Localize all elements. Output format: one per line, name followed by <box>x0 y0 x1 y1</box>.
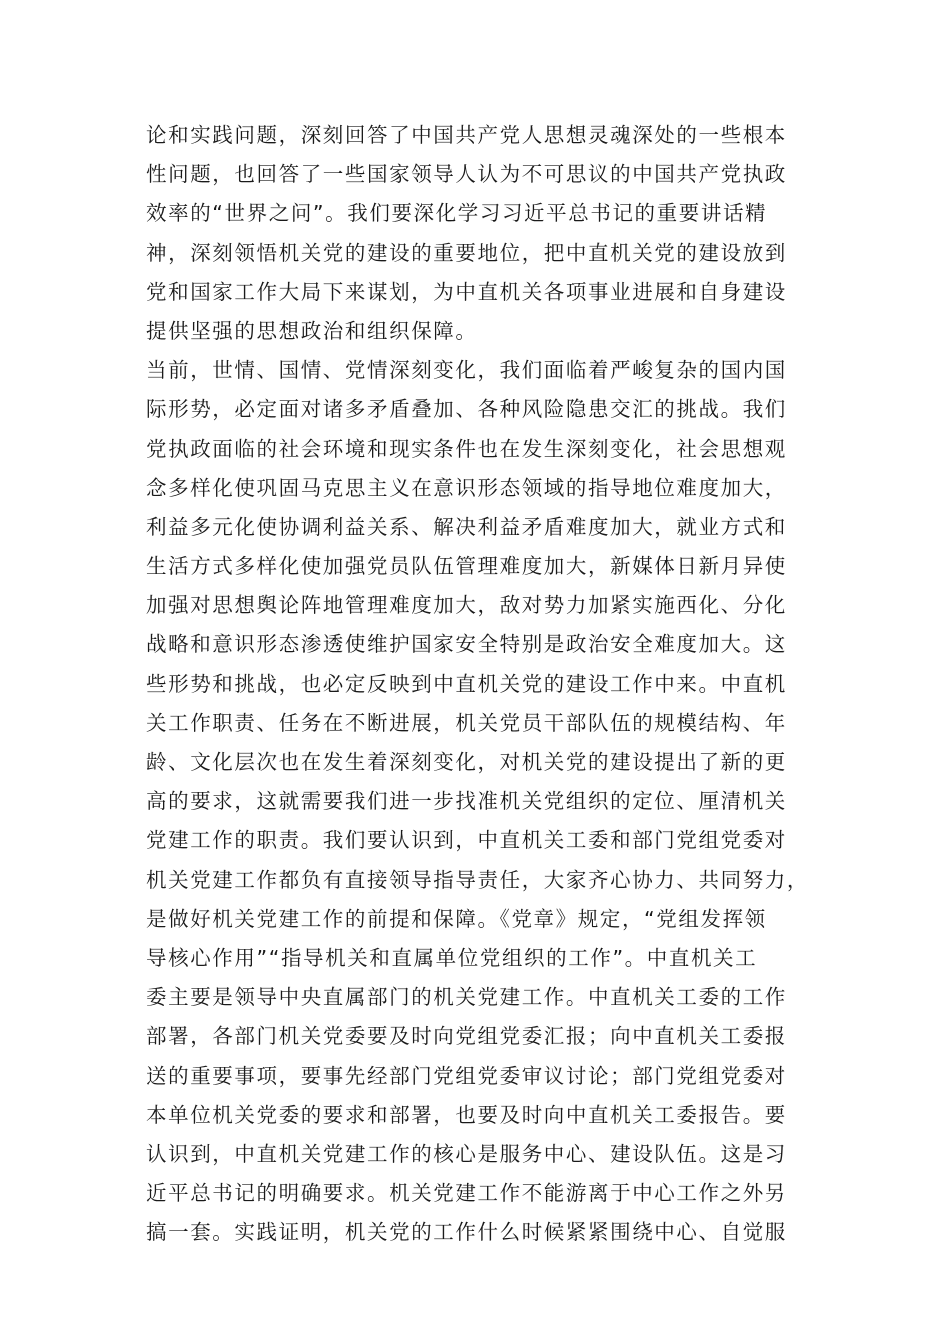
text-line: 送的重要事项，要事先经部门党组党委审议讨论；部门党组党委对 <box>146 1063 787 1088</box>
text-line: 加强对思想舆论阵地管理难度加大，敌对势力加紧实施西化、分化 <box>146 593 787 618</box>
text-line: 战略和意识形态渗透使维护国家安全特别是政治安全难度加大。这 <box>146 632 787 657</box>
text-line: 搞一套。实践证明，机关党的工作什么时候紧紧围绕中心、自觉服 <box>146 1220 787 1245</box>
text-line: 党和国家工作大局下来谋划，为中直机关各项事业进展和自身建设 <box>146 279 787 304</box>
text-line: 认识到，中直机关党建工作的核心是服务中心、建设队伍。这是习 <box>146 1141 787 1166</box>
text-line: 生活方式多样化使加强党员队伍管理难度加大，新媒体日新月异使 <box>146 554 787 579</box>
text-line: 关工作职责、任务在不断进展，机关党员干部队伍的规模结构、年 <box>146 710 787 735</box>
text-line: 念多样化使巩固马克思主义在意识形态领域的指导地位难度加大， <box>146 475 787 500</box>
text-line: 际形势，必定面对诸多矛盾叠加、各种风险隐患交汇的挑战。我们 <box>146 397 787 422</box>
text-line: 些形势和挑战，也必定反映到中直机关党的建设工作中来。中直机 <box>146 671 787 696</box>
text-line: 提供坚强的思想政治和组织保障。 <box>146 318 478 343</box>
text-line: 委主要是领导中央直属部门的机关党建工作。中直机关工委的工作 <box>146 985 787 1010</box>
text-line: 当前，世情、国情、党情深刻变化，我们面临着严峻复杂的国内国 <box>146 358 787 383</box>
text-line: 效率的“世界之问”。我们要深化学习习近平总书记的重要讲话精 <box>146 201 768 226</box>
text-line: 近平总书记的明确要求。机关党建工作不能游离于中心工作之外另 <box>146 1181 787 1206</box>
text-line: 论和实践问题，深刻回答了中国共产党人思想灵魂深处的一些根本 <box>146 123 787 147</box>
text-line: 党建工作的职责。我们要认识到，中直机关工委和部门党组党委对 <box>146 828 787 853</box>
text-line: 本单位机关党委的要求和部署，也要及时向中直机关工委报告。要 <box>146 1102 787 1127</box>
text-line: 神，深刻领悟机关党的建设的重要地位，把中直机关党的建设放到 <box>146 240 787 265</box>
text-line: 性问题，也回答了一些国家领导人认为不可思议的中国共产党执政 <box>146 162 787 187</box>
body-text <box>146 116 826 1252</box>
text-line: 导核心作用”“指导机关和直属单位党组织的工作”。中直机关工 <box>146 945 758 970</box>
text-line: 龄、文化层次也在发生着深刻变化，对机关党的建设提出了新的更 <box>146 750 787 774</box>
text-line: 是做好机关党建工作的前提和保障。《党章》规定，“党组发挥领 <box>146 906 767 931</box>
text-line: 党执政面临的社会环境和现实条件也在发生深刻变化，社会思想观 <box>146 436 787 461</box>
text-line: 部署，各部门机关党委要及时向党组党委汇报；向中直机关工委报 <box>146 1024 787 1049</box>
text-line: 机关党建工作都负有直接领导指导责任，大家齐心协力、共同努力， <box>146 867 809 892</box>
text-line: 利益多元化使协调利益关系、解决利益矛盾难度加大，就业方式和 <box>146 514 787 539</box>
text-line: 高的要求，这就需要我们进一步找准机关党组织的定位、厘清机关 <box>146 789 787 814</box>
